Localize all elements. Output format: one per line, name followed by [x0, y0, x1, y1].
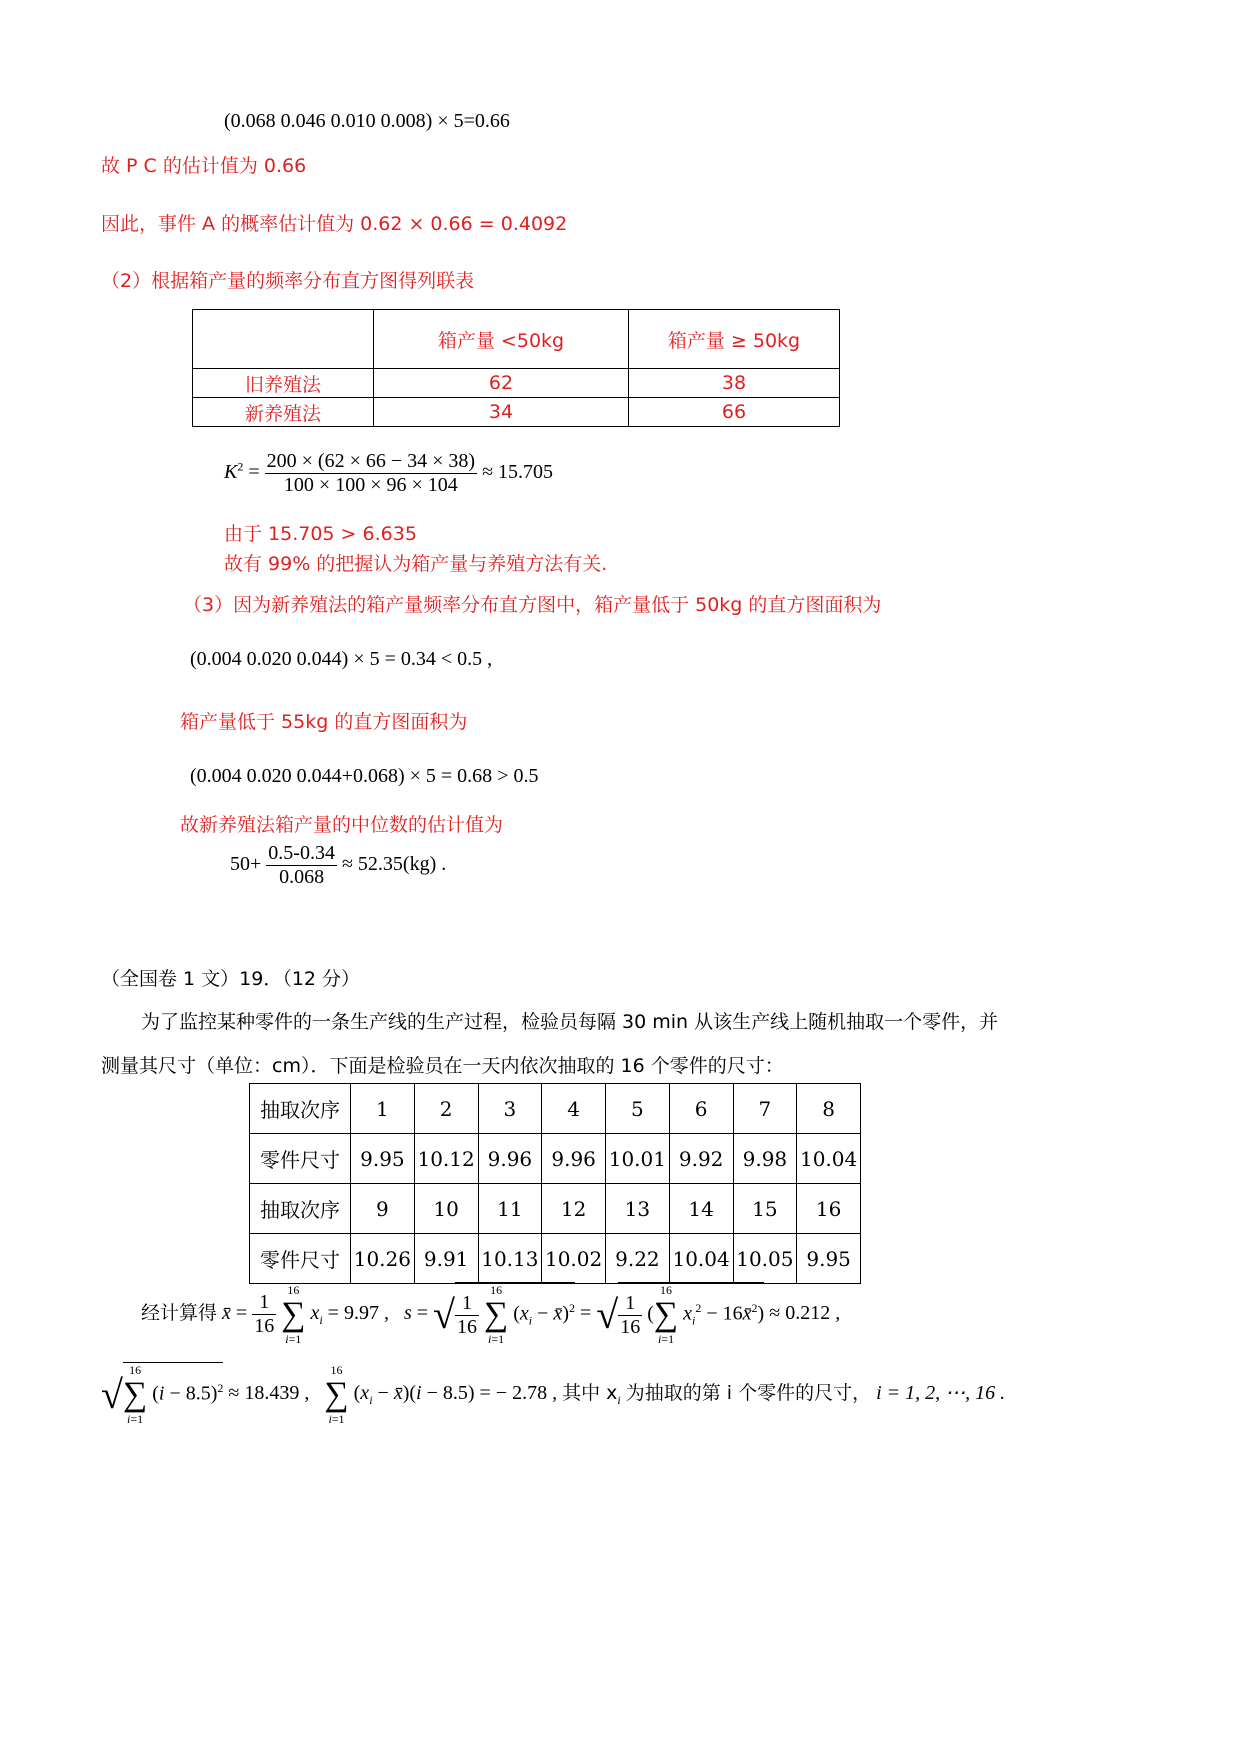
- row-header: 零件尺寸: [250, 1234, 351, 1284]
- table-cell: 10.04: [797, 1134, 861, 1184]
- table-cell: 10.05: [733, 1234, 797, 1284]
- table-cell: 16: [797, 1184, 861, 1234]
- table-cell: 10.13: [478, 1234, 542, 1284]
- k2-denominator: 100 × 100 × 96 × 104: [283, 474, 458, 496]
- contingency-table: [192, 309, 840, 427]
- row-header: 零件尺寸: [250, 1134, 351, 1184]
- row-label: 旧养殖法: [193, 369, 374, 398]
- table-cell: 9.92: [669, 1134, 733, 1184]
- conclusion-line: 故有 99% 的把握认为箱产量与养殖方法有关.: [224, 553, 608, 575]
- area-below-50: (0.004 0.020 0.044) × 5 = 0.34 < 0.5 ,: [190, 648, 493, 670]
- problem-paragraph-2: 测量其尺寸（单位：cm）．下面是检验员在一天内依次抽取的 16 个零件的尺寸：: [101, 1055, 784, 1077]
- heading-55: 箱产量低于 55kg 的直方图面积为: [180, 711, 468, 733]
- median-denominator: 0.068: [279, 866, 325, 888]
- stats-formula-line: 经计算得 x̄ = $\frac{1}{16}$ 16 ∑ i=1 $x_i = 9.97$ , s = √ $\frac{1}{16}$ 16 ∑ i=1 ($x_i$ − x̄)$^2$ = √ $\frac{1}{16}$ ( 16 ∑ i=1 $x_i^2$ − 16x̄$^2$) ≈ 0.212 ,: [141, 1282, 841, 1346]
- since-line: 由于 15.705 > 6.635: [224, 523, 417, 545]
- section3-heading: （3）因为新养殖法的箱产量频率分布直方图中，箱产量低于 50kg 的直方图面积为: [183, 594, 882, 616]
- table-cell: 7: [733, 1084, 797, 1134]
- table-cell: 9.98: [733, 1134, 797, 1184]
- table-cell: 14: [669, 1184, 733, 1234]
- table-cell: 8: [797, 1084, 861, 1134]
- cell-value: 62: [374, 369, 629, 398]
- table-cell: 9.95: [797, 1234, 861, 1284]
- header-lt50: 箱产量 <50kg: [374, 310, 629, 369]
- table-cell: 9: [351, 1184, 415, 1234]
- table-cell: 9.96: [542, 1134, 606, 1184]
- i-range: i = 1, 2, ⋯, 16 .: [876, 1382, 1006, 1405]
- s-result: ≈ 0.212 ,: [769, 1302, 841, 1325]
- regression-formula-line: √ 16 ∑ i=1 $(i - 8.5)^2 \approx 18.439$ , 16 ∑ i=1 ($x_i$ − x̄)(i − 8.5) = − 2.78 , 其中 $x_i$ 为抽取的第 i 个零件的尺寸， i = 1, 2, ⋯, 16 .: [101, 1362, 1006, 1426]
- table-cell: 9.91: [414, 1234, 478, 1284]
- section2-heading: （2）根据箱产量的频率分布直方图得列联表: [101, 270, 475, 292]
- event-a-estimate: 因此，事件 A 的概率估计值为 0.62 × 0.66 = 0.4092: [101, 213, 568, 235]
- median-numerator: 0.5-0.34: [268, 842, 335, 864]
- sample-table: [249, 1083, 861, 1284]
- row-label: 新养殖法: [193, 398, 374, 427]
- cell-value: 66: [629, 398, 840, 427]
- table-cell: 6: [669, 1084, 733, 1134]
- table-cell: 10.01: [606, 1134, 670, 1184]
- table-cell: 10: [414, 1184, 478, 1234]
- where-text: 其中 x: [562, 1382, 618, 1405]
- cell-value: 38: [629, 369, 840, 398]
- table-cell: 12: [542, 1184, 606, 1234]
- table-cell: 3: [478, 1084, 542, 1134]
- table-cell: 9.22: [606, 1234, 670, 1284]
- table-cell: 10.02: [542, 1234, 606, 1284]
- table-cell: 15: [733, 1184, 797, 1234]
- header-ge50: 箱产量 ≥ 50kg: [629, 310, 840, 369]
- k2-numerator: 200 × (62 × 66 − 34 × 38): [266, 450, 476, 472]
- k2-formula: $K^2$ = $\frac{200 \times (62 \times 66 - 34 \times 38)}{100 \times 100 \times 96 \times 104}$ ≈ 15.705: [224, 450, 554, 496]
- cell-value: 34: [374, 398, 629, 427]
- row-header: 抽取次序: [250, 1084, 351, 1134]
- table-cell: 11: [478, 1184, 542, 1234]
- k2-result: ≈ 15.705: [482, 461, 554, 484]
- sqrt-result: ≈ 18.439 ,: [228, 1382, 310, 1405]
- table-cell: 5: [606, 1084, 670, 1134]
- where-text-2: 为抽取的第 i 个零件的尺寸，: [625, 1382, 872, 1405]
- area-below-55: (0.004 0.020 0.044+0.068) × 5 = 0.68 > 0.5: [190, 765, 539, 787]
- table-cell: 9.96: [478, 1134, 542, 1184]
- sum-line: (0.068 0.046 0.010 0.008) × 5=0.66: [224, 110, 510, 132]
- table-cell: 9.95: [351, 1134, 415, 1184]
- row-header: 抽取次序: [250, 1184, 351, 1234]
- median-formula: [230, 842, 446, 889]
- median-result: ≈ 52.35(kg) .: [341, 853, 447, 876]
- median-prefix: 50+: [230, 853, 262, 876]
- median-text: 故新养殖法箱产量的中位数的估计值为: [180, 814, 504, 836]
- table-cell: 10.26: [351, 1234, 415, 1284]
- problem-title: （全国卷 1 文）19．（12 分）: [101, 968, 361, 990]
- problem-paragraph-1: 为了监控某种零件的一条生产线的生产过程，检验员每隔 30 min 从该生产线上随机抽取一个零件，并: [141, 1011, 999, 1033]
- calc-intro: 经计算得: [141, 1302, 218, 1325]
- table-cell: 1: [351, 1084, 415, 1134]
- header-blank: [193, 310, 374, 369]
- pc-estimate: 故 P C 的估计值为 0.66: [101, 155, 307, 177]
- k2-symbol: K: [224, 461, 238, 484]
- table-cell: 10.12: [414, 1134, 478, 1184]
- table-cell: 2: [414, 1084, 478, 1134]
- table-cell: 4: [542, 1084, 606, 1134]
- mean-result: = 9.97 ,: [327, 1302, 389, 1325]
- table-cell: 10.04: [669, 1234, 733, 1284]
- table-cell: 13: [606, 1184, 670, 1234]
- cov-result: = − 2.78 ,: [479, 1382, 558, 1405]
